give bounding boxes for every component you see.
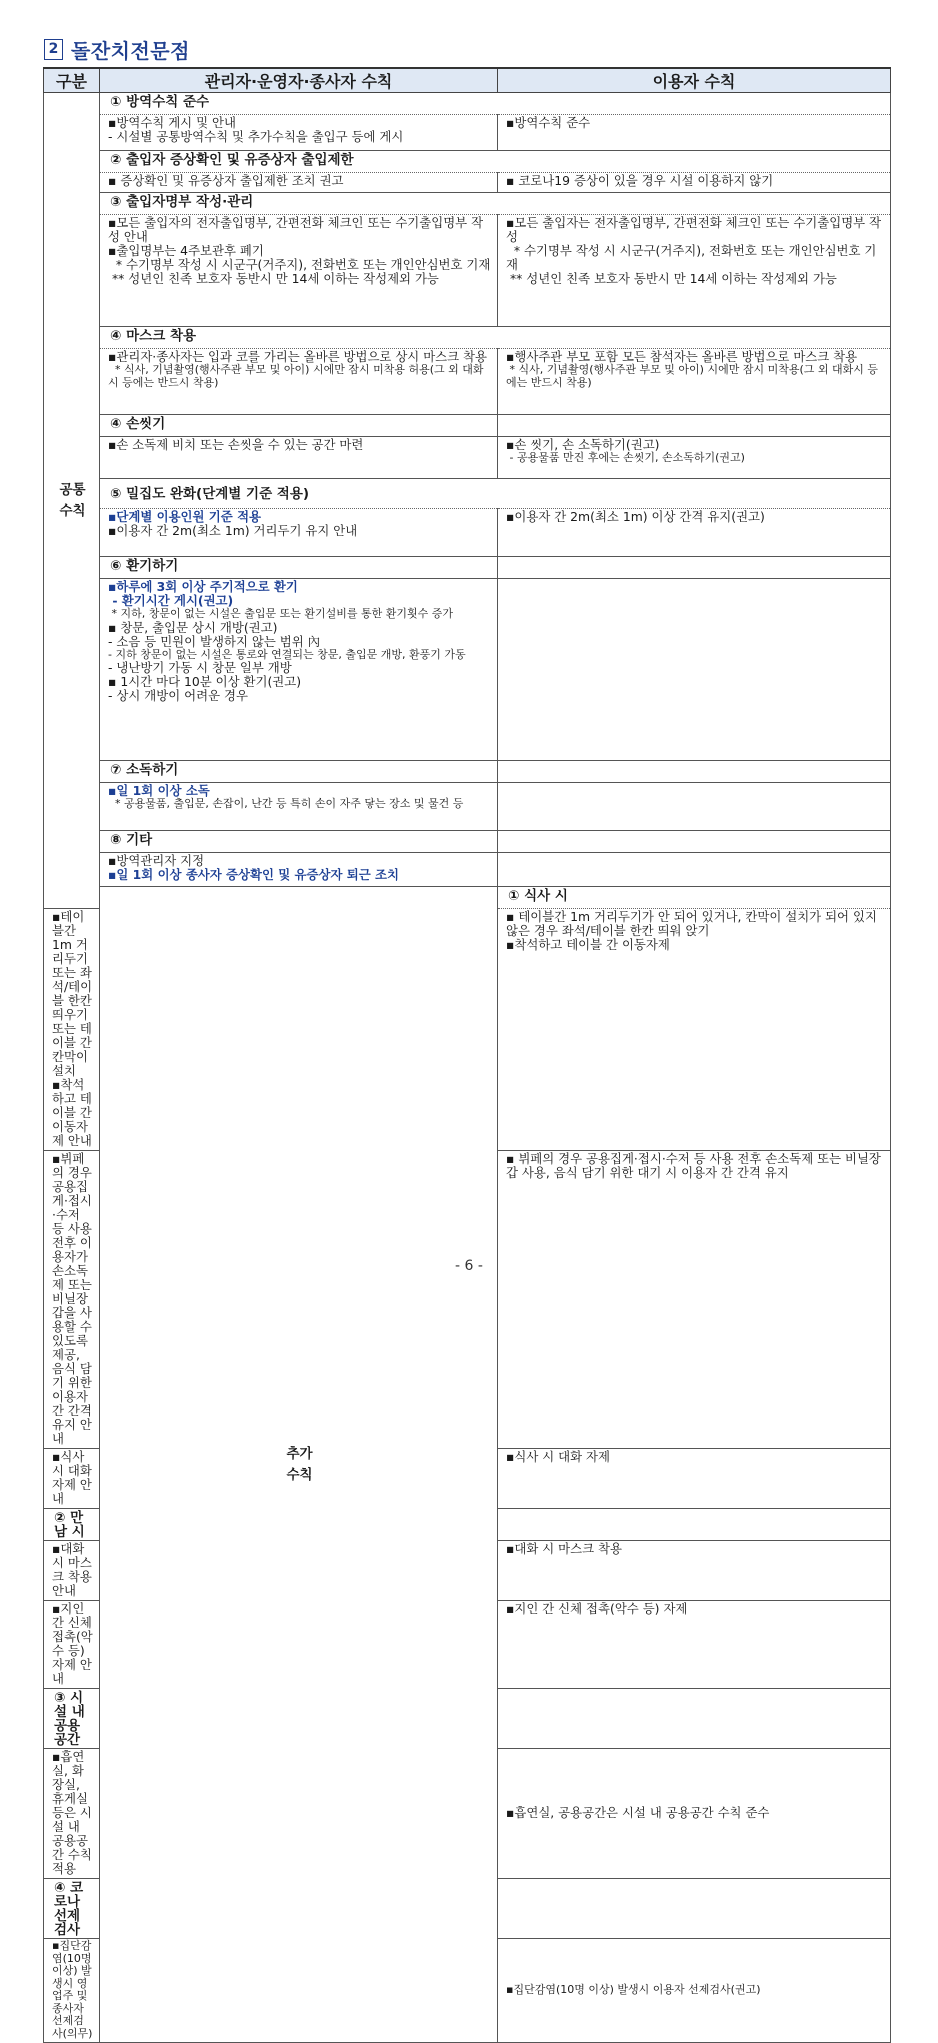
staff-cell: [44, 1449, 100, 1509]
empty-cell: [498, 761, 891, 783]
staff-cell: [100, 173, 498, 193]
text-line: ▪모든 출입자는 전자출입명부, 간편전화 체크인 또는 수기출입명부 작성: [506, 215, 882, 244]
table-row: [44, 783, 891, 831]
user-cell: [498, 1541, 891, 1601]
section-title: ④ 손씻기: [100, 415, 498, 437]
section-title: 돌잔치전문점: [71, 38, 190, 63]
text-line: ▪대화 시 마스크 착용: [506, 1541, 622, 1556]
text-line: ▪ 테이블간 1m 거리두기가 안 되어 있거나, 칸막이 설치가 되어 있지 않은 경우 좌석/테이블 한칸 띄워 앉기: [506, 909, 881, 938]
text-line: ▪테이블간 1m 거리두기 또는 좌석/테이블 한칸 띄우기 또는 테이블 간 칸막이 설치: [52, 909, 96, 1078]
user-cell: [498, 509, 891, 557]
user-cell: [498, 853, 891, 887]
staff-cell: [100, 215, 498, 327]
empty-cell: [498, 831, 891, 853]
text-line: * 공용물품, 출입문, 손잡이, 난간 등 특히 손이 자주 닿는 장소 및 물건 등: [108, 797, 464, 810]
section-title: ② 출입자 증상확인 및 유증상자 출입제한: [100, 151, 891, 173]
staff-cell: [44, 1541, 100, 1601]
user-cell: [498, 1601, 891, 1689]
section-title: ⑦ 소독하기: [100, 761, 498, 783]
text-line: ▪손 소독제 비치 또는 손씻을 수 있는 공간 마련: [108, 437, 364, 452]
empty-cell: [498, 1689, 891, 1749]
text-line: * 수기명부 작성 시 시군구(거주지), 전화번호 또는 개인안심번호 기재: [108, 257, 491, 272]
text-line: - 지하 창문이 없는 시설은 통로와 연결되는 창문, 출입문 개방, 환풍기 가동: [108, 647, 466, 661]
text-line: ▪모든 출입자의 전자출입명부, 간편전화 체크인 또는 수기출입명부 작성 안내: [108, 215, 484, 244]
text-line: ▪지인 간 신체 접촉(악수 등) 자제 안내: [52, 1601, 96, 1686]
staff-cell: [44, 1749, 100, 1879]
header-user-rules: 이용자 수칙: [498, 68, 891, 93]
text-line: * 수기명부 작성 시 시군구(거주지), 전화번호 또는 개인안심번호 기재: [506, 243, 877, 272]
text-line: - 냉난방기 가동 시 창문 일부 개방: [108, 660, 292, 675]
text-line: ▪관리자·종사자는 입과 코를 가리는 올바른 방법으로 상시 마스크 착용: [108, 349, 487, 364]
text-line: ▪흡연실, 공용공간은 시설 내 공용공간 수칙 준수: [506, 1805, 770, 1820]
section-title: ① 식사 시: [498, 887, 891, 909]
staff-cell: [100, 509, 498, 557]
table-row: [44, 115, 891, 151]
rules-table: [43, 67, 891, 2043]
text-line: * 지하, 창문이 없는 시설은 출입문 또는 환기설비를 통한 환기횟수 증가: [108, 607, 453, 620]
text-line: ▪ 1시간 마다 10분 이상 환기(권고): [108, 674, 302, 689]
user-cell: [498, 1151, 891, 1449]
table-row: [44, 349, 891, 415]
text-line: ▪방역수칙 게시 및 안내: [108, 115, 236, 130]
text-line: ▪흡연실, 화장실, 휴게실 등은 시설 내 공용공간 수칙 적용: [52, 1749, 96, 1876]
header-staff-rules: 관리자·운영자·종사자 수칙: [100, 68, 498, 93]
text-line: ▪뷔페의 경우 공용집게·접시·수저 등 사용 전후 이용자가 손소독제 또는 비닐장갑을 사용할 수 있도록 제공, 음식 담기 위한 이용자 간 간격 유지 안내: [52, 1151, 96, 1446]
staff-cell: [100, 783, 498, 831]
user-cell: [498, 349, 891, 415]
text-line: - 시설별 공통방역수칙 및 추가수칙을 출입구 등에 게시: [108, 129, 404, 144]
text-line: ▪방역관리자 지정: [108, 853, 205, 868]
section-heading: [44, 36, 190, 62]
staff-cell: [100, 349, 498, 415]
text-line: ▪ 창문, 출입문 상시 개방(권고): [108, 619, 278, 635]
section-title: ③ 출입자명부 작성·관리: [100, 193, 891, 215]
text-line: ▪손 씻기, 손 소독하기(권고): [506, 437, 660, 452]
user-cell: [498, 783, 891, 831]
text-line: ▪출입명부는 4주보관후 폐기: [108, 243, 264, 258]
text-line: 추가 수칙: [286, 1446, 313, 1483]
staff-cell: [100, 115, 498, 151]
text-line: ▪하루에 3회 이상 주기적으로 환기: [108, 579, 298, 594]
table-row: [44, 173, 891, 193]
staff-cell: [100, 437, 498, 479]
text-line: * 식사, 기념촬영(행사주관 부모 및 아이) 시에만 잠시 미착용(그 외 대화시 등에는 반드시 착용): [506, 363, 878, 389]
user-cell: [498, 1449, 891, 1509]
empty-cell: [498, 1509, 891, 1541]
text-line: ▪ 증상확인 및 유증상자 출입제한 조치 권고: [108, 173, 344, 188]
section-title: ⑤ 밀집도 완화(단계별 기준 적용): [100, 479, 891, 509]
text-line: - 공용물품 만진 후에는 손씻기, 손소독하기(권고): [506, 451, 745, 464]
text-line: ▪집단감염(10명 이상) 발생시 영업주 및 종사자 선제검사(의무): [52, 1939, 96, 2040]
section-number-box: 2: [44, 39, 63, 60]
text-line: 공통 수칙: [59, 482, 86, 519]
user-cell: [498, 115, 891, 151]
table-header-row: [44, 68, 891, 93]
page-number: - 6 -: [455, 1258, 483, 1274]
text-line: ▪일 1회 이상 소독: [108, 783, 210, 798]
text-line: * 식사, 기념촬영(행사주관 부모 및 아이) 시에만 잠시 미착용 허용(그 외 대화시 등에는 반드시 착용): [108, 363, 484, 389]
user-cell: [498, 1749, 891, 1879]
table-row: [44, 579, 891, 761]
user-cell: [498, 215, 891, 327]
text-line: ▪이용자 간 2m(최소 1m) 이상 간격 유지(권고): [506, 509, 765, 524]
user-cell: [498, 579, 891, 761]
group-common: [44, 93, 100, 909]
table-row: [44, 215, 891, 327]
staff-cell: [100, 579, 498, 761]
table-row: [44, 853, 891, 887]
text-line: ▪방역수칙 준수: [506, 115, 591, 130]
text-line: - 소음 등 민원이 발생하지 않는 범위 內: [108, 633, 321, 649]
section-title: ④ 마스크 착용: [100, 327, 891, 349]
user-cell: [498, 1939, 891, 2043]
text-line: ** 성년인 친족 보호자 동반시 만 14세 이하는 작성제외 가능: [506, 271, 837, 286]
text-line: ▪착석하고 테이블 간 이동자제 안내: [52, 1077, 96, 1148]
text-line: ▪식사 시 대화 자제 안내: [52, 1449, 96, 1506]
table-row: [44, 509, 891, 557]
user-cell: [498, 437, 891, 479]
section-title: ⑥ 환기하기: [100, 557, 498, 579]
text-line: ▪지인 간 신체 접촉(악수 등) 자제: [506, 1601, 688, 1616]
group-extra: [100, 887, 498, 2043]
text-line: ▪ 뷔페의 경우 공용집게·접시·수저 등 사용 전후 손소독제 또는 비닐장갑 사용, 음식 담기 위한 대기 시 이용자 간 간격 유지: [506, 1151, 881, 1180]
staff-cell: [44, 1939, 100, 2043]
text-line: ▪일 1회 이상 종사자 증상확인 및 유증상자 퇴근 조치: [108, 867, 399, 882]
table-row: [44, 437, 891, 479]
header-category: 구분: [44, 68, 100, 93]
staff-cell: [44, 909, 100, 1151]
section-title: ① 방역수칙 준수: [100, 93, 891, 115]
staff-cell: [44, 1151, 100, 1449]
section-title: ④ 코로나 선제검사: [44, 1879, 100, 1939]
text-line: ▪식사 시 대화 자제: [506, 1449, 610, 1464]
text-line: ▪대화 시 마스크 착용 안내: [52, 1541, 96, 1598]
user-cell: [498, 173, 891, 193]
text-line: ▪집단감염(10명 이상) 발생시 이용자 선제검사(권고): [506, 1982, 761, 1996]
staff-cell: [44, 1601, 100, 1689]
empty-cell: [498, 415, 891, 437]
text-line: ▪행사주관 부모 포함 모든 참석자는 올바른 방법으로 마스크 착용: [506, 349, 858, 364]
section-title: ③ 시설 내 공용공간: [44, 1689, 100, 1749]
staff-cell: [100, 853, 498, 887]
user-cell: [498, 909, 891, 1151]
text-line: ** 성년인 친족 보호자 동반시 만 14세 이하는 작성제외 가능: [108, 271, 439, 286]
text-line: ▪단계별 이용인원 기준 적용: [108, 509, 262, 524]
section-title: ⑧ 기타: [100, 831, 498, 853]
text-line: ▪ 코로나19 증상이 있을 경우 시설 이용하지 않기: [506, 173, 774, 188]
text-line: ▪이용자 간 2m(최소 1m) 거리두기 유지 안내: [108, 523, 358, 538]
text-line: - 환기시간 게시(권고): [108, 593, 234, 608]
section-title: ② 만남 시: [44, 1509, 100, 1541]
text-line: - 상시 개방이 어려운 경우: [108, 688, 248, 703]
empty-cell: [498, 1879, 891, 1939]
text-line: ▪착석하고 테이블 간 이동자제: [506, 937, 670, 952]
empty-cell: [498, 557, 891, 579]
